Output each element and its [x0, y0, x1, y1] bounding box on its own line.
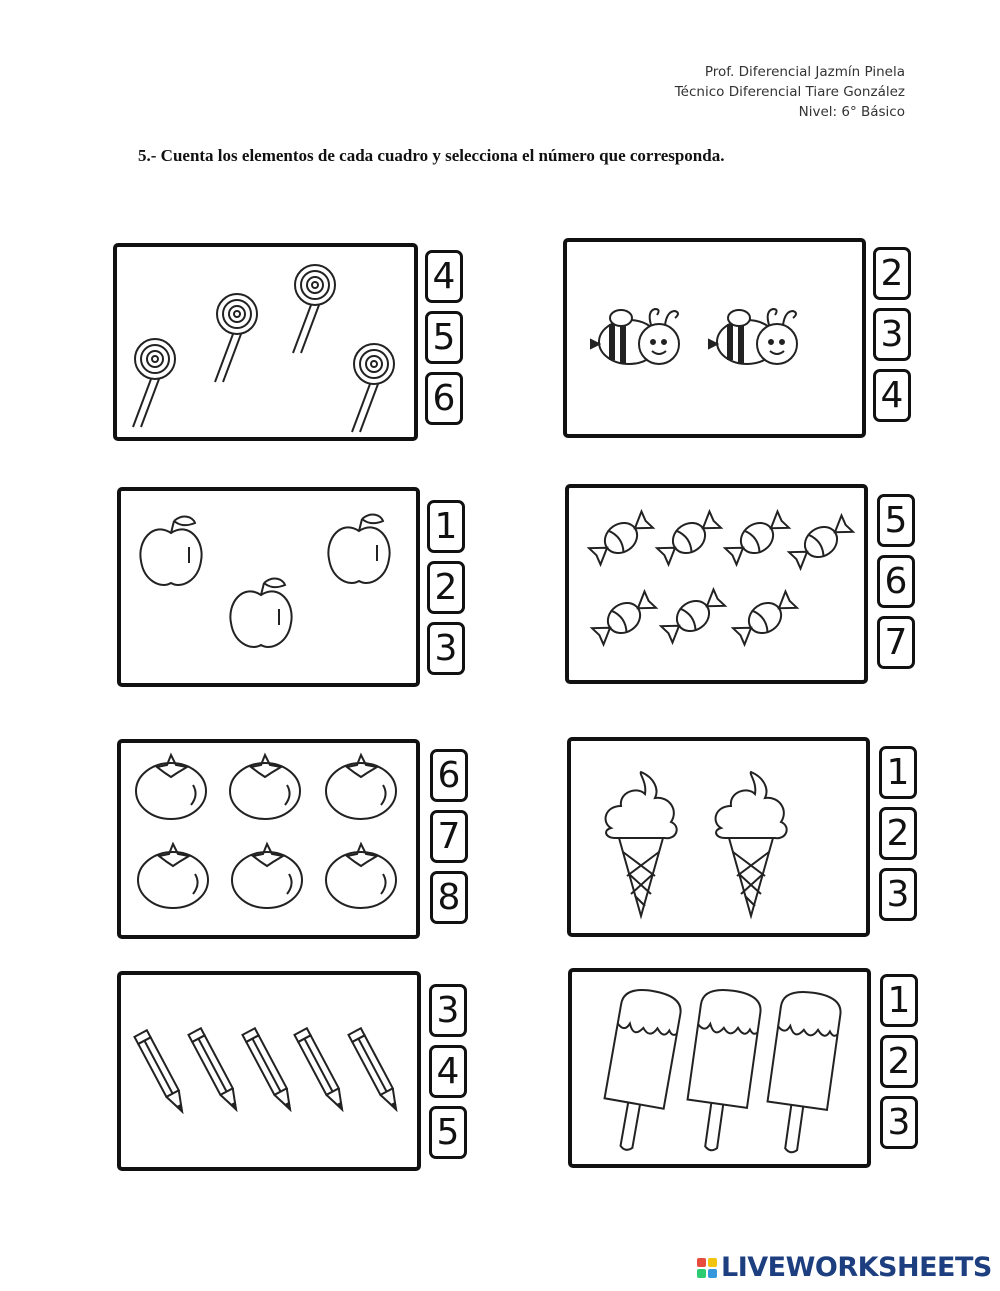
- options-pencils: [429, 984, 467, 1159]
- ice-cream-illustration: [571, 741, 866, 933]
- options-popsicles: [880, 974, 918, 1149]
- exercise-card-bees: [563, 238, 866, 438]
- apple-item: [140, 517, 201, 585]
- option-button[interactable]: 1: [427, 500, 465, 553]
- logo-square-yellow: [708, 1258, 717, 1267]
- option-button[interactable]: 3: [879, 868, 917, 921]
- option-button[interactable]: 3: [427, 622, 465, 675]
- bee-item: [591, 309, 679, 364]
- ice-cream-cone-item: [716, 772, 787, 916]
- exercise-card-pencils: [117, 971, 421, 1171]
- tomato-item: [326, 755, 396, 819]
- header-line-level: Nivel: 6° Básico: [798, 104, 905, 120]
- exercise-card-popsicles: [568, 968, 871, 1168]
- option-button[interactable]: 1: [880, 974, 918, 1027]
- pencil-item: [188, 1028, 242, 1112]
- options-candies: [877, 494, 915, 669]
- lollipop-item: [133, 339, 175, 427]
- option-button[interactable]: 4: [429, 1045, 467, 1098]
- candy-item: [655, 508, 723, 568]
- apple-illustration: [121, 491, 416, 683]
- option-button[interactable]: 4: [873, 369, 911, 422]
- tomato-item: [230, 755, 300, 819]
- apple-item: [230, 579, 291, 647]
- header-line-technician: Técnico Diferencial Tiare González: [674, 84, 905, 100]
- logo-text: LIVEWORKSHEETS: [721, 1252, 992, 1283]
- tomato-item: [138, 844, 208, 908]
- exercise-card-lollipops: [113, 243, 418, 441]
- option-button[interactable]: 2: [427, 561, 465, 614]
- logo-square-red: [697, 1258, 706, 1267]
- tomato-item: [136, 755, 206, 819]
- option-button[interactable]: 3: [873, 308, 911, 361]
- option-button[interactable]: 2: [873, 247, 911, 300]
- exercise-card-tomatoes: [117, 739, 420, 939]
- tomato-item: [326, 844, 396, 908]
- ice-cream-cone-item: [606, 772, 677, 916]
- bee-item: [709, 309, 797, 364]
- popsicle-item: [596, 986, 683, 1155]
- popsicle-item: [761, 989, 843, 1157]
- candy-illustration: [569, 488, 864, 680]
- candy-item: [659, 586, 727, 646]
- option-button[interactable]: 5: [429, 1106, 467, 1159]
- option-button[interactable]: 5: [877, 494, 915, 547]
- option-button[interactable]: 2: [880, 1035, 918, 1088]
- option-button[interactable]: 3: [429, 984, 467, 1037]
- logo-square-green: [697, 1269, 706, 1278]
- tomato-illustration: [121, 743, 416, 935]
- exercise-card-apples: [117, 487, 420, 687]
- lollipop-item: [352, 344, 394, 432]
- option-button[interactable]: 7: [877, 616, 915, 669]
- bee-illustration: [567, 242, 862, 434]
- instruction-text: 5.- Cuenta los elementos de cada cuadro y selecciona el número que corresponda.: [138, 146, 725, 165]
- option-button[interactable]: 8: [430, 871, 468, 924]
- option-button[interactable]: 3: [880, 1096, 918, 1149]
- pencil-illustration: [121, 975, 417, 1167]
- options-apples: [427, 500, 465, 675]
- pencil-item: [348, 1028, 402, 1112]
- lollipop-illustration: [117, 247, 414, 437]
- pencil-item: [242, 1028, 296, 1112]
- option-button[interactable]: 4: [425, 250, 463, 303]
- option-button[interactable]: 6: [877, 555, 915, 608]
- popsicle-item: [681, 987, 763, 1155]
- options-tomatoes: [430, 749, 468, 924]
- options-bees: [873, 247, 911, 422]
- logo-square-blue: [708, 1269, 717, 1278]
- tomato-item: [232, 844, 302, 908]
- option-button[interactable]: 5: [425, 311, 463, 364]
- options-lollipops: [425, 250, 463, 425]
- lollipop-item: [215, 294, 257, 382]
- candy-item: [787, 512, 855, 572]
- candy-item: [731, 588, 799, 648]
- lollipop-item: [293, 265, 335, 353]
- popsicle-illustration: [572, 972, 867, 1164]
- options-ice-cream: [879, 746, 917, 921]
- option-button[interactable]: 6: [430, 749, 468, 802]
- option-button[interactable]: 1: [879, 746, 917, 799]
- apple-item: [328, 515, 389, 583]
- liveworksheets-logo[interactable]: [697, 1252, 992, 1283]
- logo-mark-icon: [697, 1258, 717, 1278]
- exercise-card-ice-cream: [567, 737, 870, 937]
- candy-item: [587, 508, 655, 568]
- option-button[interactable]: 6: [425, 372, 463, 425]
- candy-item: [590, 588, 658, 648]
- option-button[interactable]: 2: [879, 807, 917, 860]
- candy-item: [723, 508, 791, 568]
- header-line-teacher: Prof. Diferencial Jazmín Pinela: [704, 64, 905, 80]
- exercise-card-candies: [565, 484, 868, 684]
- teacher-header: [675, 62, 905, 122]
- pencil-item: [134, 1030, 188, 1114]
- pencil-item: [294, 1028, 348, 1112]
- option-button[interactable]: 7: [430, 810, 468, 863]
